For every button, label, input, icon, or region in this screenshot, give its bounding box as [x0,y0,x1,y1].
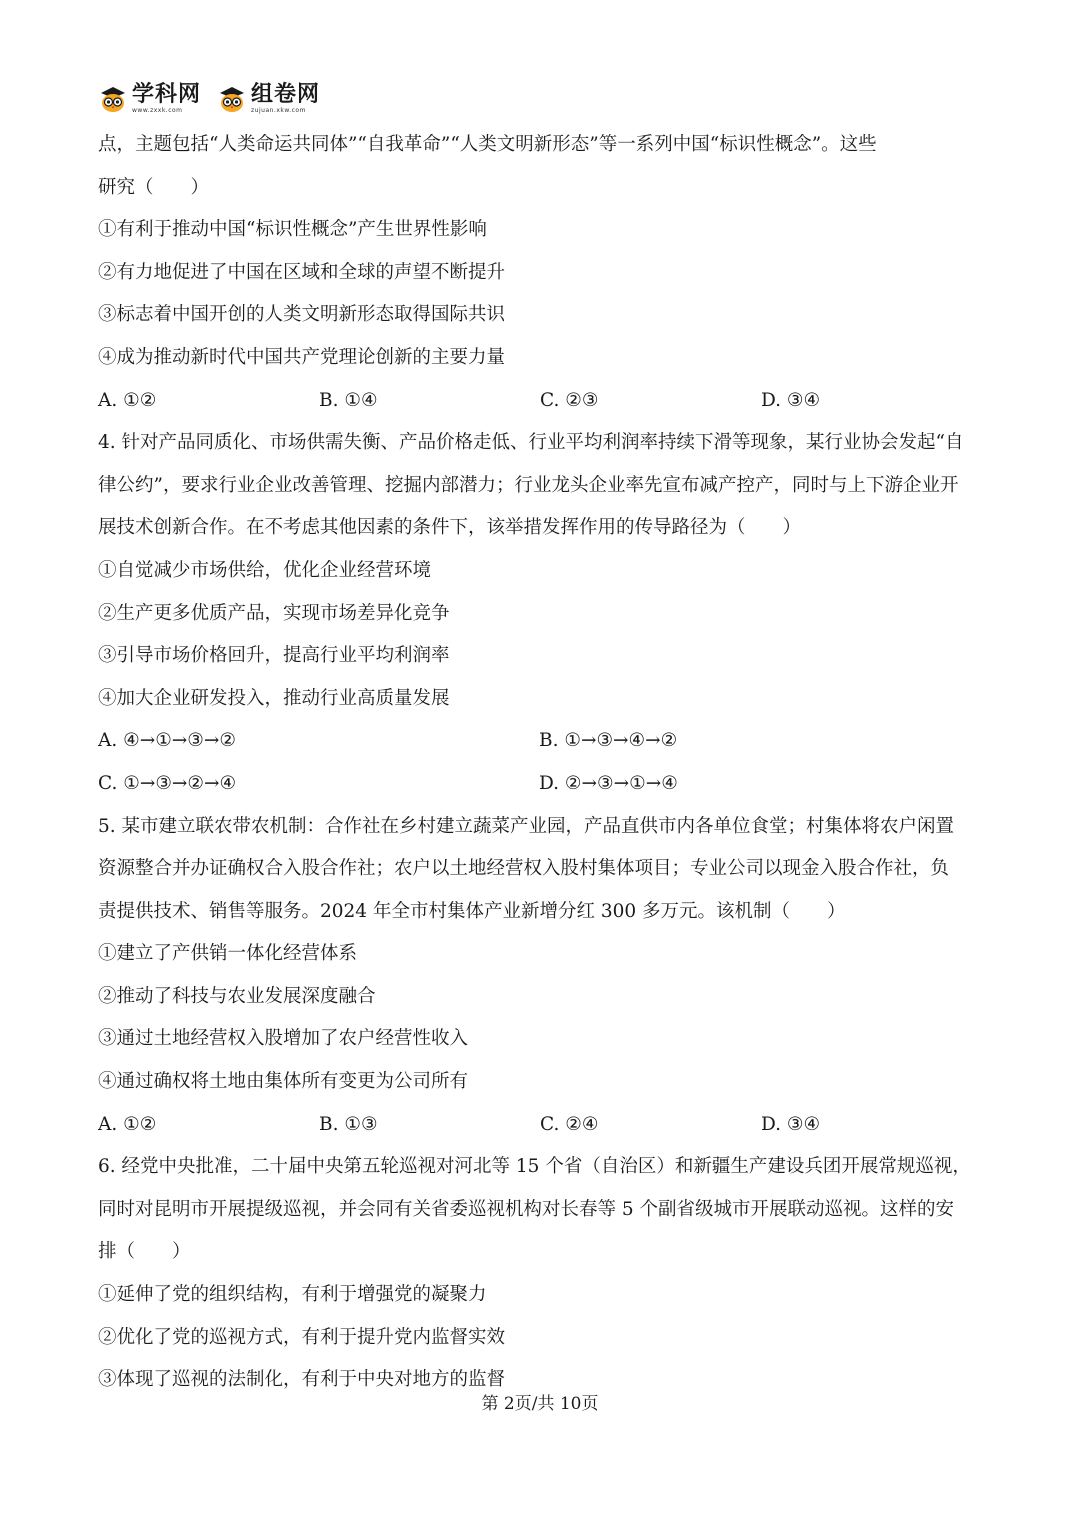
q6-statement-1: ①延伸了党的组织结构，有利于增强党的凝聚力 [98,1284,487,1306]
q3-statement-3: ③标志着中国开创的人类文明新形态取得国际共识 [98,304,506,326]
zxxk-logo-url: www.zxxk.com [132,107,183,114]
q3-statement-4: ④成为推动新时代中国共产党理论创新的主要力量 [98,346,506,368]
q4-option-c: C. ①→③→②→④ [98,772,237,794]
q6-statement-2: ②优化了党的巡视方式，有利于提升党内监督实效 [98,1326,506,1348]
q4-statement-4: ④加大企业研发投入，推动行业高质量发展 [98,687,450,709]
q4-options-row-2 [98,763,988,806]
q5-statement-2: ②推动了科技与农业发展深度融合 [98,985,376,1007]
owl-mascot-icon [217,84,247,114]
q4-statement-1: ①自觉减少市场供给，优化企业经营环境 [98,559,432,581]
q6-statement-3: ③体现了巡视的法制化，有利于中央对地方的监督 [98,1369,506,1391]
q4-stem-line-3: 展技术创新合作。在不考虑其他因素的条件下，该举措发挥作用的传导路径为（ ） [98,517,802,539]
zxxk-logo [98,84,201,114]
q3-statement-1: ①有利于推动中国“标识性概念”产生世界性影响 [98,219,487,241]
q4-stem-line-1: 4. 针对产品同质化、市场供需失衡、产品价格走低、行业平均利润率持续下滑等现象，某行业协会发起“自 [98,432,964,454]
q3-option-a: A. ①② [98,389,157,411]
q5-option-a: A. ①② [98,1113,157,1135]
q5-stem-line-1: 5. 某市建立联农带农机制：合作社在乡村建立蔬菜产业园，产品直供市内各单位食堂；村集体将农户闲置 [98,815,955,837]
q5-statement-4: ④通过确权将土地由集体所有变更为公司所有 [98,1071,469,1093]
q6-stem-line-3: 排（ ） [98,1241,191,1263]
zujuan-logo [217,84,320,114]
q3-stem-continued: 点，主题包括“人类命运共同体”“自我革命”“人类文明新形态”等一系列中国“标识性概念”。这些 [98,134,877,155]
q4-statement-3: ③引导市场价格回升，提高行业平均利润率 [98,645,450,667]
q3-option-d: D. ③④ [761,389,821,411]
q5-option-b: B. ①③ [319,1113,378,1135]
q3-options [98,380,988,423]
q5-option-d: D. ③④ [761,1113,821,1135]
q4-statement-2: ②生产更多优质产品，实现市场差异化竞争 [98,602,450,624]
zujuan-logo-name: 组卷网 [251,82,321,107]
q3-option-c: C. ②③ [540,389,599,411]
q5-stem-line-3: 责提供技术、销售等服务。2024 年全市村集体产业新增分红 300 多万元。该机制（ ） [98,900,846,922]
q4-option-d: D. ②→③→①→④ [539,772,678,794]
question-content [98,124,988,1402]
q4-stem-line-2: 律公约”，要求行业企业改善管理、挖掘内部潜力；行业龙头企业率先宣布减产控产，同时与上下游企业开 [98,474,959,496]
q6-stem-line-1: 6. 经党中央批准，二十届中央第五轮巡视对河北等 15 个省（自治区）和新疆生产建设兵团开展常规巡视， [98,1156,971,1178]
zujuan-logo-url: zujuan.xkw.com [251,107,306,114]
q4-options-row-1 [98,720,988,763]
header-logos [98,80,320,118]
page-number: 第 2页/共 10页 [481,1394,599,1414]
q3-statement-2: ②有力地促进了中国在区域和全球的声望不断提升 [98,261,506,283]
q3-stem-end: 研究（ ） [98,176,210,198]
q5-option-c: C. ②④ [540,1113,599,1135]
zxxk-logo-name: 学科网 [132,82,202,107]
q4-option-b: B. ①→③→④→② [539,730,678,752]
q5-stem-line-2: 资源整合并办证确权合入股合作社；农户以土地经营权入股村集体项目；专业公司以现金入股合作社，负 [98,858,950,880]
q5-options [98,1104,988,1147]
q3-option-b: B. ①④ [319,389,378,411]
owl-mascot-icon [98,84,128,114]
q4-option-a: A. ④→①→③→② [98,730,236,752]
q5-statement-1: ①建立了产供销一体化经营体系 [98,943,358,965]
q5-statement-3: ③通过土地经营权入股增加了农户经营性收入 [98,1028,469,1050]
q6-stem-line-2: 同时对昆明市开展提级巡视，并会同有关省委巡视机构对长春等 5 个副省级城市开展联动巡视。这样的安 [98,1198,955,1220]
